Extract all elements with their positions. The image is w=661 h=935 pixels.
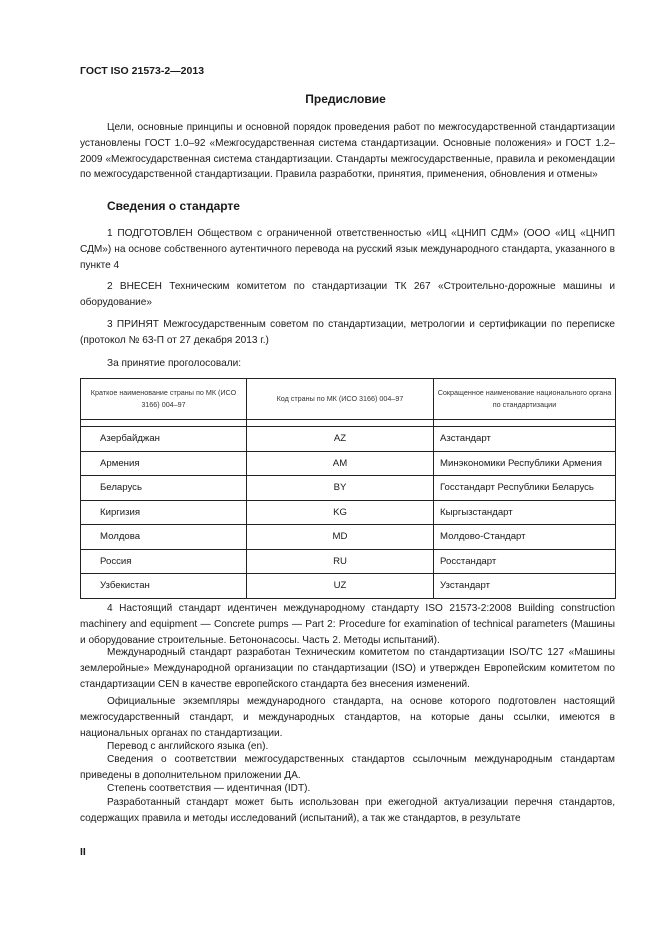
cell-country: Узбекистан xyxy=(81,574,247,599)
table-row xyxy=(81,500,616,525)
cell-code: AM xyxy=(247,451,434,476)
after-paragraph-9: Степень соответствия — идентичная (IDT). xyxy=(107,783,311,794)
header-country: Краткое наименование страны по МК (ИСО 3166) 004–97 xyxy=(81,379,247,420)
cell-body: Молдово-Стандарт xyxy=(434,525,616,550)
cell-code: BY xyxy=(247,476,434,501)
cell-body: Минэкономики Республики Армения xyxy=(434,451,616,476)
info-section-title: Сведения о стандарте xyxy=(107,199,240,213)
cell-country: Азербайджан xyxy=(81,427,247,452)
cell-body: Азстандарт xyxy=(434,427,616,452)
cell-country: Россия xyxy=(81,549,247,574)
table-row xyxy=(81,574,616,599)
table-row xyxy=(81,427,616,452)
cell-body: Кыргызстандарт xyxy=(434,500,616,525)
cell-country: Беларусь xyxy=(81,476,247,501)
cell-body: Госстандарт Республики Беларусь xyxy=(434,476,616,501)
info-paragraph-2: 2 ВНЕСЕН Техническим комитетом по стандартизации ТК 267 «Строительно-дорожные машины и оборудование» xyxy=(80,281,615,308)
after-paragraph-10: Разработанный стандарт может быть использован при ежегодной актуализации перечня стандартов, содержащих правила и методы исследований (испытаний), а так же стандартов, в результате xyxy=(80,797,615,824)
after-paragraph-8: Сведения о соответствии межгосударственных стандартов ссылочным международным стандартам приведены в дополнительном приложении ДА. xyxy=(80,754,615,781)
cell-code: UZ xyxy=(247,574,434,599)
after-paragraph-6: Официальные экземпляры международного стандарта, на основе которого подготовлен настоящий межгосударственный стандарт, и международных стандартов, на которые даны ссылки, имеются в национальных органах по стандартизации. xyxy=(80,696,615,739)
member-states-table xyxy=(80,378,616,599)
page-number: II xyxy=(80,846,86,858)
cell-code: RU xyxy=(247,549,434,574)
info-paragraph-1: 1 ПОДГОТОВЛЕН Обществом с ограниченной ответственностью «ИЦ «ЦНИП СДМ» (ООО «ИЦ «ЦНИП СДМ») на основе собственного аутентичного перевода на русский язык международного стандарта, указанного в пункте 4 xyxy=(80,228,615,271)
cell-code: MD xyxy=(247,525,434,550)
header-body: Сокращенное наименование национального органа по стандартизации xyxy=(434,379,616,420)
table-spacer xyxy=(81,420,616,427)
info-paragraph-3: 3 ПРИНЯТ Межгосударственным советом по стандартизации, метрологии и сертификации по переписке (протокол № 63-П от 27 декабря 2013 г.) xyxy=(80,319,615,346)
cell-country: Армения xyxy=(81,451,247,476)
table-row xyxy=(81,451,616,476)
cell-country: Молдова xyxy=(81,525,247,550)
header-code: Код страны по МК (ИСО 3166) 004–97 xyxy=(247,379,434,420)
foreword-text: Цели, основные принципы и основной порядок проведения работ по межгосударственной стандартизации установлены ГОСТ 1.0–92 «Межгосударственная система стандартизации. Основные положения» и ГОСТ 1.2–2009 «Межгосударственная система стандартизации. Стандарты межгосударственные, правила и рекомендации по межгосударственной стандартизации. Правила разработки, принятия, применения, обновления и отмены» xyxy=(80,122,615,181)
foreword-title-text: Предисловие xyxy=(305,92,386,106)
after-paragraph-5: Международный стандарт разработан Техническим комитетом по стандартизации ISO/TC 127 «Машины землеройные» Международной организации по стандартизации (ISO) и утвержден Европейским комитетом по стандартизации CEN в качестве европейского стандарта без внесения изменений. xyxy=(80,647,615,690)
document-header: ГОСТ ISO 21573-2—2013 xyxy=(80,65,205,77)
cell-code: KG xyxy=(247,500,434,525)
voted-label: За принятие проголосовали: xyxy=(107,358,242,369)
after-paragraph-4: 4 Настоящий стандарт идентичен международному стандарту ISO 21573-2:2008 Building construction machinery and equipment — Concrete pumps — Part 2: Procedure for examination of technical parameters (Машины и оборудование строительные. Бетононасосы. Часть 2. Методы испытаний). xyxy=(80,603,615,646)
cell-country: Киргизия xyxy=(81,500,247,525)
after-paragraph-7: Перевод с английского языка (en). xyxy=(107,741,269,752)
foreword-title xyxy=(0,92,661,106)
cell-code: AZ xyxy=(247,427,434,452)
cell-body: Росстандарт xyxy=(434,549,616,574)
table-row xyxy=(81,476,616,501)
table-row xyxy=(81,525,616,550)
table-header-row xyxy=(81,379,616,420)
table-row xyxy=(81,549,616,574)
cell-body: Узстандарт xyxy=(434,574,616,599)
